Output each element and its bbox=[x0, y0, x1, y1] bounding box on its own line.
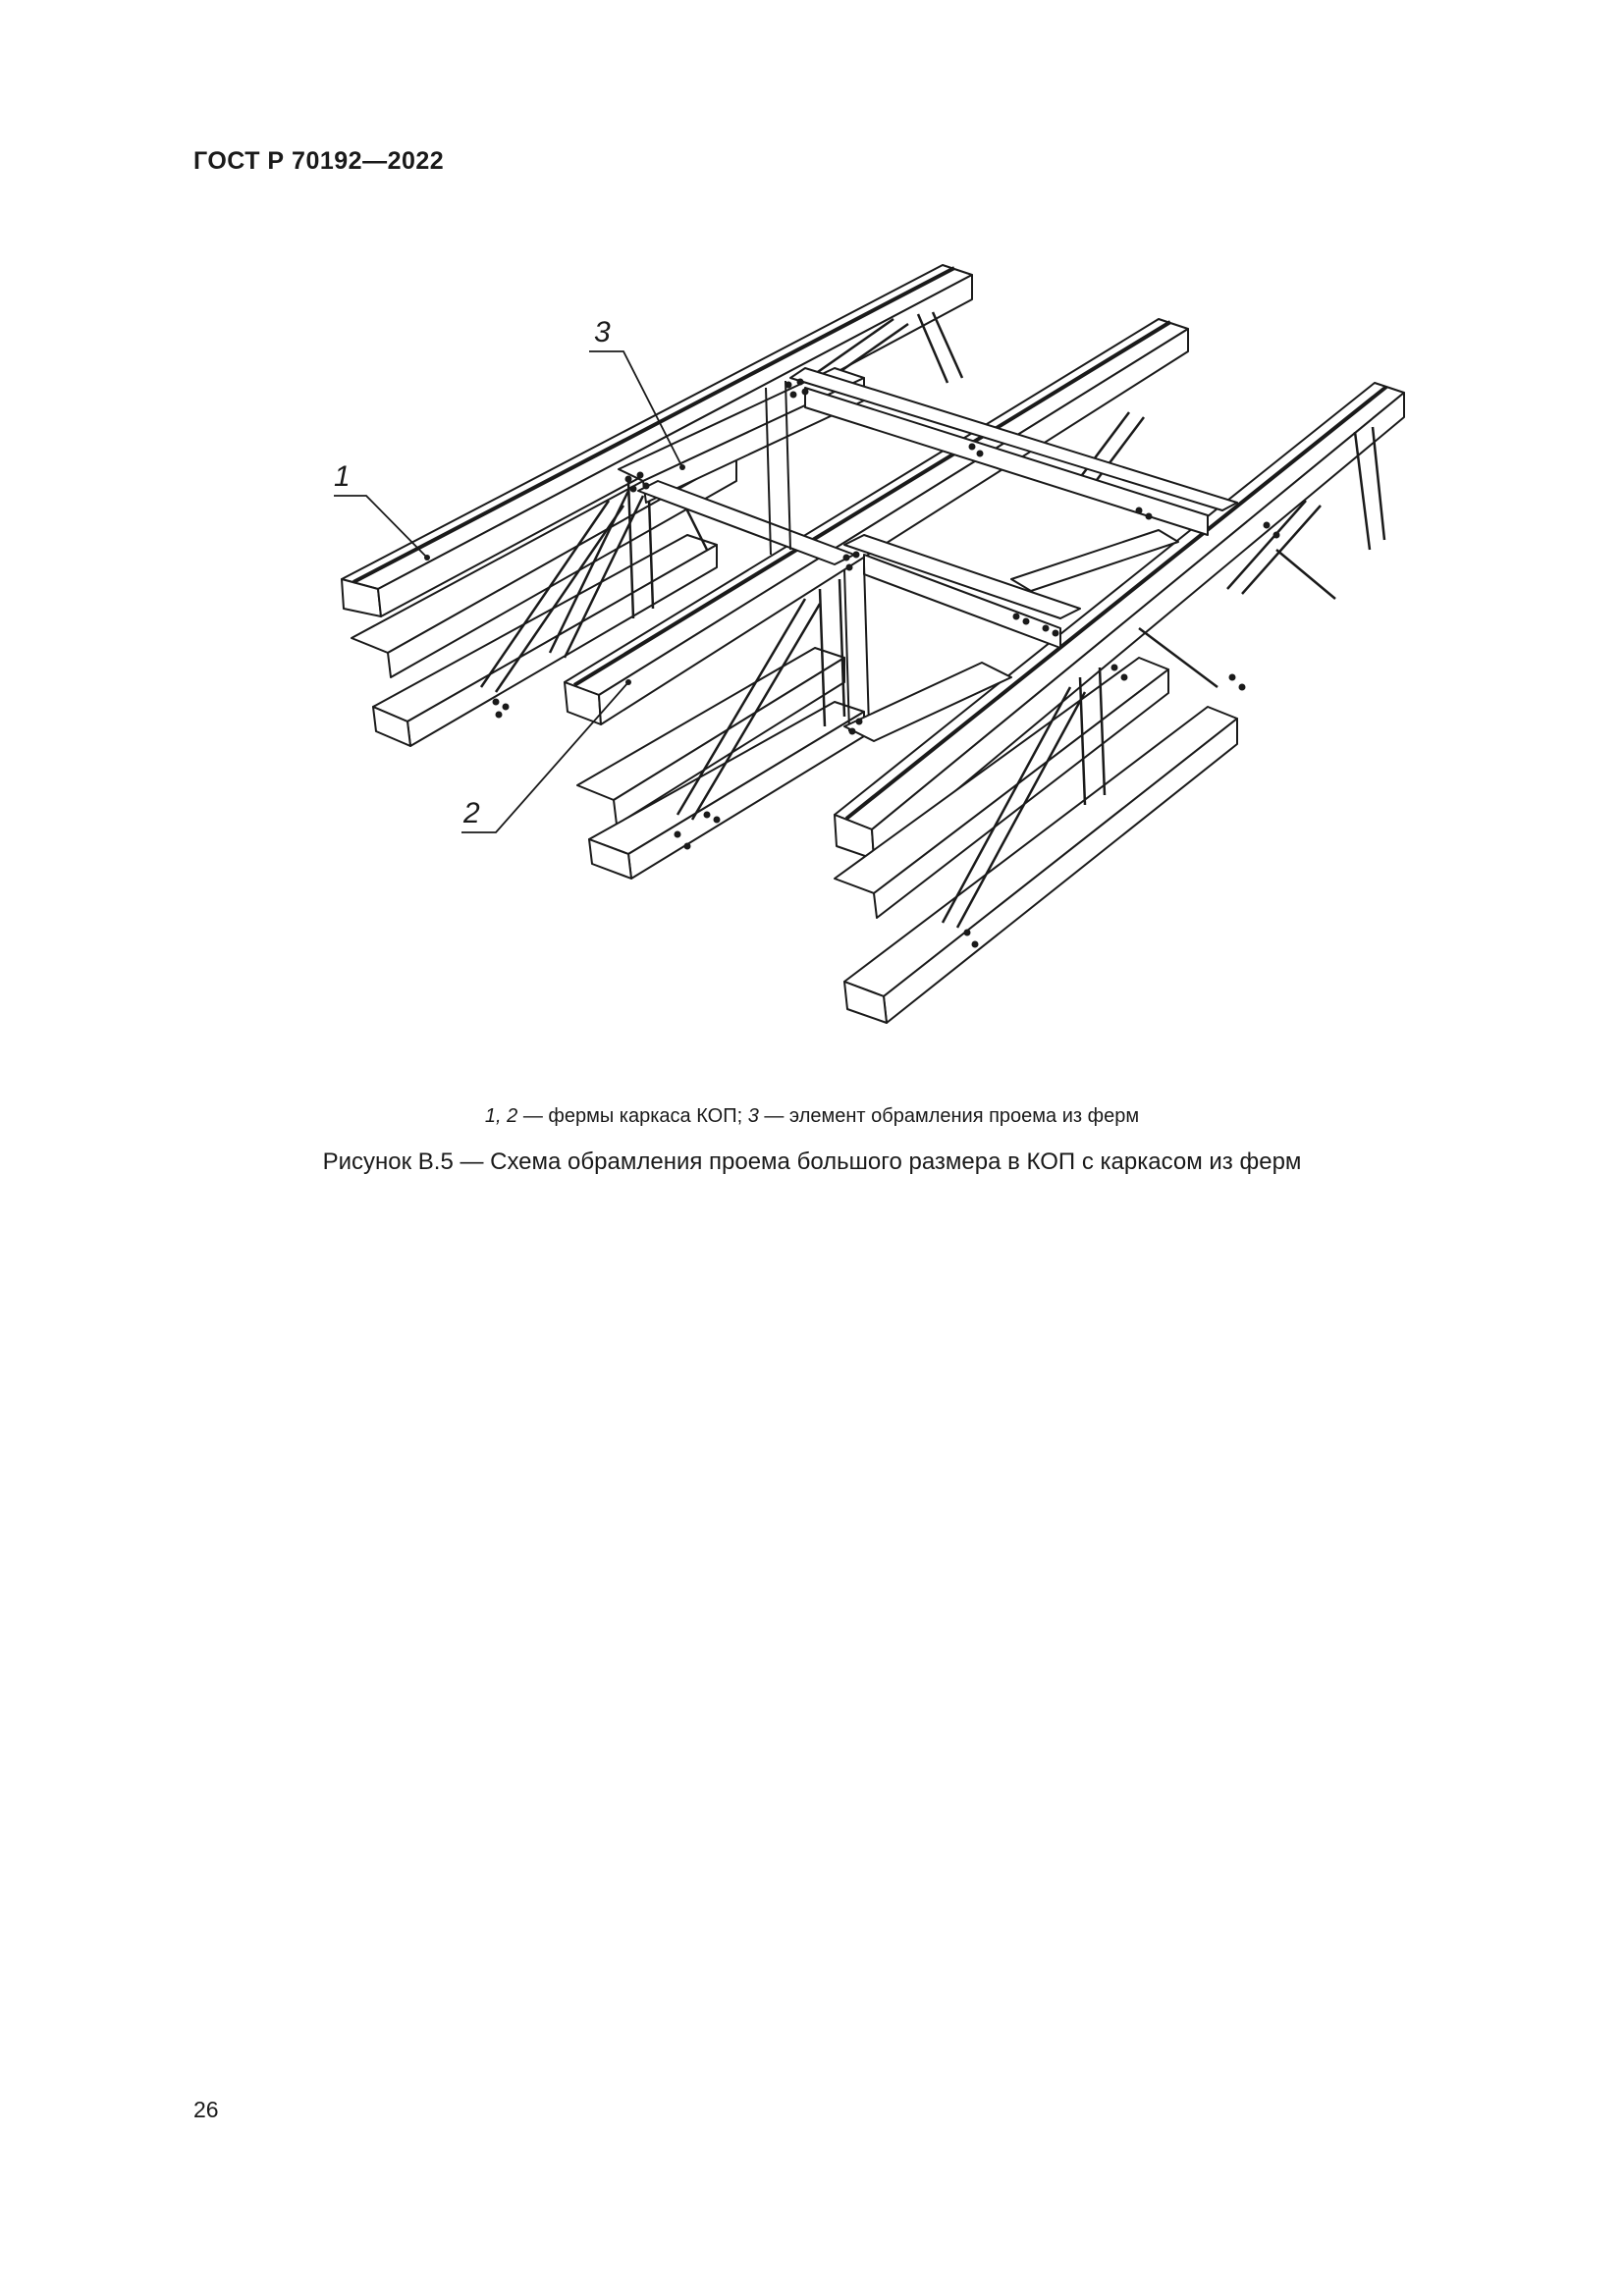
callout-3: 3 bbox=[594, 316, 611, 348]
truss-framing-diagram bbox=[0, 0, 1624, 1099]
page-number: 26 bbox=[193, 2097, 219, 2122]
legend-text-framing: — элемент обрамления проема из ферм bbox=[758, 1105, 1140, 1127]
legend-items-1-2: 1, 2 bbox=[484, 1105, 518, 1127]
callout-2: 2 bbox=[463, 797, 480, 829]
figure-legend bbox=[0, 1105, 1624, 1128]
legend-text-trusses: — фермы каркаса КОП; bbox=[517, 1105, 748, 1127]
legend-item-3: 3 bbox=[747, 1105, 759, 1127]
figure-caption: Рисунок В.5 — Схема обрамления проема большого размера в КОП с каркасом из ферм bbox=[322, 1148, 1302, 1175]
document-code: ГОСТ Р 70192—2022 bbox=[193, 147, 445, 175]
callout-1: 1 bbox=[334, 460, 351, 493]
